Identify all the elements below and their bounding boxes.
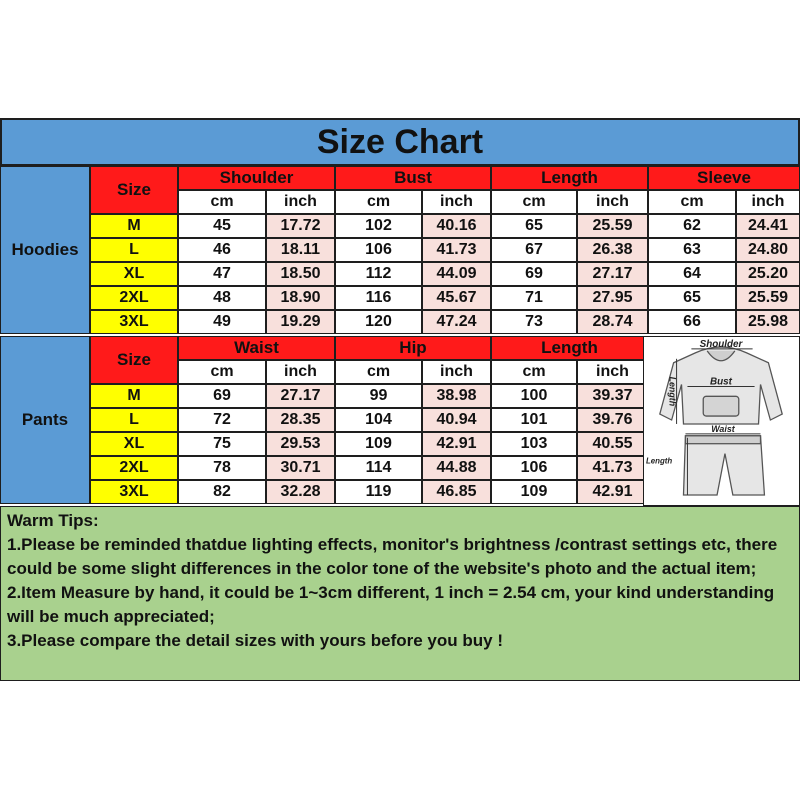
hoodies-size-header: Size xyxy=(90,166,178,214)
hoodies-value-cell: 17.72 xyxy=(266,214,335,238)
hoodies-value-cell: 27.95 xyxy=(577,286,648,310)
pants-unit-inch: inch xyxy=(577,360,648,384)
hoodies-size-m: M xyxy=(90,214,178,238)
pants-value-cell: 39.37 xyxy=(577,384,648,408)
hoodies-value-cell: 65 xyxy=(648,286,736,310)
pants-value-cell: 101 xyxy=(491,408,577,432)
pants-size-2xl: 2XL xyxy=(90,456,178,480)
hoodies-value-cell: 62 xyxy=(648,214,736,238)
hoodies-unit-cm: cm xyxy=(648,190,736,214)
hoodies-unit-cm: cm xyxy=(178,190,266,214)
hoodies-unit-inch: inch xyxy=(736,190,800,214)
hoodies-value-cell: 120 xyxy=(335,310,422,334)
hoodies-value-cell: 24.80 xyxy=(736,238,800,262)
garment-measurement-illustration xyxy=(644,337,799,505)
hoodies-category-label: Hoodies xyxy=(0,166,90,334)
pants-value-cell: 44.88 xyxy=(422,456,491,480)
hoodies-size-3xl: 3XL xyxy=(90,310,178,334)
hoodies-value-cell: 18.50 xyxy=(266,262,335,286)
pants-unit-cm: cm xyxy=(335,360,422,384)
warm-tips-heading: Warm Tips: xyxy=(7,511,99,530)
pants-value-cell: 32.28 xyxy=(266,480,335,504)
hoodies-value-cell: 73 xyxy=(491,310,577,334)
pants-value-cell: 39.76 xyxy=(577,408,648,432)
diagram-shoulder-label: Shoulder xyxy=(699,338,743,350)
pants-size-xl: XL xyxy=(90,432,178,456)
hoodies-value-cell: 116 xyxy=(335,286,422,310)
pants-value-cell: 72 xyxy=(178,408,266,432)
pants-value-cell: 103 xyxy=(491,432,577,456)
diagram-length-pants-label: Length xyxy=(645,456,673,466)
pants-size-3xl: 3XL xyxy=(90,480,178,504)
pants-unit-cm: cm xyxy=(491,360,577,384)
hoodies-value-cell: 25.20 xyxy=(736,262,800,286)
hoodies-header-bust: Bust xyxy=(335,166,491,190)
hoodies-header-shoulder: Shoulder xyxy=(178,166,335,190)
pants-value-cell: 82 xyxy=(178,480,266,504)
hoodies-value-cell: 40.16 xyxy=(422,214,491,238)
hoodies-value-cell: 64 xyxy=(648,262,736,286)
hoodies-value-cell: 102 xyxy=(335,214,422,238)
pants-value-cell: 30.71 xyxy=(266,456,335,480)
pants-value-cell: 106 xyxy=(491,456,577,480)
hoodies-size-2xl: 2XL xyxy=(90,286,178,310)
size-chart xyxy=(0,118,800,681)
pants-size-l: L xyxy=(90,408,178,432)
pants-value-cell: 119 xyxy=(335,480,422,504)
hoodies-size-xl: XL xyxy=(90,262,178,286)
hoodies-value-cell: 28.74 xyxy=(577,310,648,334)
hoodies-value-cell: 44.09 xyxy=(422,262,491,286)
hoodies-value-cell: 27.17 xyxy=(577,262,648,286)
hoodies-value-cell: 66 xyxy=(648,310,736,334)
hoodies-unit-inch: inch xyxy=(422,190,491,214)
hoodies-value-cell: 49 xyxy=(178,310,266,334)
pants-value-cell: 46.85 xyxy=(422,480,491,504)
hoodies-value-cell: 69 xyxy=(491,262,577,286)
pants-value-cell: 40.55 xyxy=(577,432,648,456)
pants-value-cell: 99 xyxy=(335,384,422,408)
hoodies-value-cell: 71 xyxy=(491,286,577,310)
warm-tip-1: 1.Please be reminded thatdue lighting effects, monitor's brightness /contrast settings etc, there could be some slight differences in the color tone of the website's photo and the actual item; xyxy=(7,535,778,578)
hoodies-value-cell: 48 xyxy=(178,286,266,310)
pants-value-cell: 42.91 xyxy=(577,480,648,504)
pants-value-cell: 38.98 xyxy=(422,384,491,408)
hoodies-value-cell: 112 xyxy=(335,262,422,286)
pants-value-cell: 42.91 xyxy=(422,432,491,456)
pants-value-cell: 41.73 xyxy=(577,456,648,480)
pants-header-length: Length xyxy=(491,336,648,360)
pants-unit-inch: inch xyxy=(422,360,491,384)
pants-unit-inch: inch xyxy=(266,360,335,384)
hoodies-value-cell: 19.29 xyxy=(266,310,335,334)
hoodies-unit-inch: inch xyxy=(577,190,648,214)
warm-tip-3: 3.Please compare the detail sizes with yours before you buy ! xyxy=(7,631,503,650)
hoodies-size-l: L xyxy=(90,238,178,262)
diagram-waist-label: Waist xyxy=(711,423,735,434)
hoodies-value-cell: 41.73 xyxy=(422,238,491,262)
hoodies-value-cell: 45.67 xyxy=(422,286,491,310)
hoodies-value-cell: 46 xyxy=(178,238,266,262)
hoodies-value-cell: 65 xyxy=(491,214,577,238)
pants-value-cell: 28.35 xyxy=(266,408,335,432)
hoodies-value-cell: 45 xyxy=(178,214,266,238)
diagram-bust-label: Bust xyxy=(710,376,732,388)
hoodies-header-sleeve: Sleeve xyxy=(648,166,800,190)
hoodies-unit-cm: cm xyxy=(335,190,422,214)
pants-value-cell: 75 xyxy=(178,432,266,456)
hoodies-value-cell: 25.59 xyxy=(577,214,648,238)
hoodies-value-cell: 18.11 xyxy=(266,238,335,262)
pants-unit-cm: cm xyxy=(178,360,266,384)
pants-value-cell: 104 xyxy=(335,408,422,432)
pants-category-label: Pants xyxy=(0,336,90,504)
pants-value-cell: 78 xyxy=(178,456,266,480)
diagram-length-top-label: Length xyxy=(667,376,678,407)
warm-tip-2: 2.Item Measure by hand, it could be 1~3cm different, 1 inch = 2.54 cm, your kind understanding will be much appreciated; xyxy=(7,583,775,626)
pants-header-hip: Hip xyxy=(335,336,491,360)
hoodies-header-length: Length xyxy=(491,166,648,190)
pants-header-waist: Waist xyxy=(178,336,335,360)
hoodies-value-cell: 18.90 xyxy=(266,286,335,310)
pants-size-m: M xyxy=(90,384,178,408)
pants-value-cell: 100 xyxy=(491,384,577,408)
hoodies-value-cell: 63 xyxy=(648,238,736,262)
hoodies-unit-cm: cm xyxy=(491,190,577,214)
pants-value-cell: 109 xyxy=(335,432,422,456)
pants-value-cell: 40.94 xyxy=(422,408,491,432)
pants-value-cell: 114 xyxy=(335,456,422,480)
warm-tips xyxy=(0,506,800,681)
chart-title: Size Chart xyxy=(0,118,800,166)
pants-size-header: Size xyxy=(90,336,178,384)
hoodies-value-cell: 67 xyxy=(491,238,577,262)
hoodies-value-cell: 106 xyxy=(335,238,422,262)
hoodies-value-cell: 25.59 xyxy=(736,286,800,310)
hoodies-value-cell: 24.41 xyxy=(736,214,800,238)
hoodies-unit-inch: inch xyxy=(266,190,335,214)
pants-value-cell: 109 xyxy=(491,480,577,504)
hoodies-value-cell: 47.24 xyxy=(422,310,491,334)
pants-value-cell: 27.17 xyxy=(266,384,335,408)
hoodies-value-cell: 47 xyxy=(178,262,266,286)
pants-value-cell: 69 xyxy=(178,384,266,408)
hoodies-value-cell: 25.98 xyxy=(736,310,800,334)
measurement-diagram xyxy=(643,336,800,506)
hoodies-value-cell: 26.38 xyxy=(577,238,648,262)
pants-value-cell: 29.53 xyxy=(266,432,335,456)
